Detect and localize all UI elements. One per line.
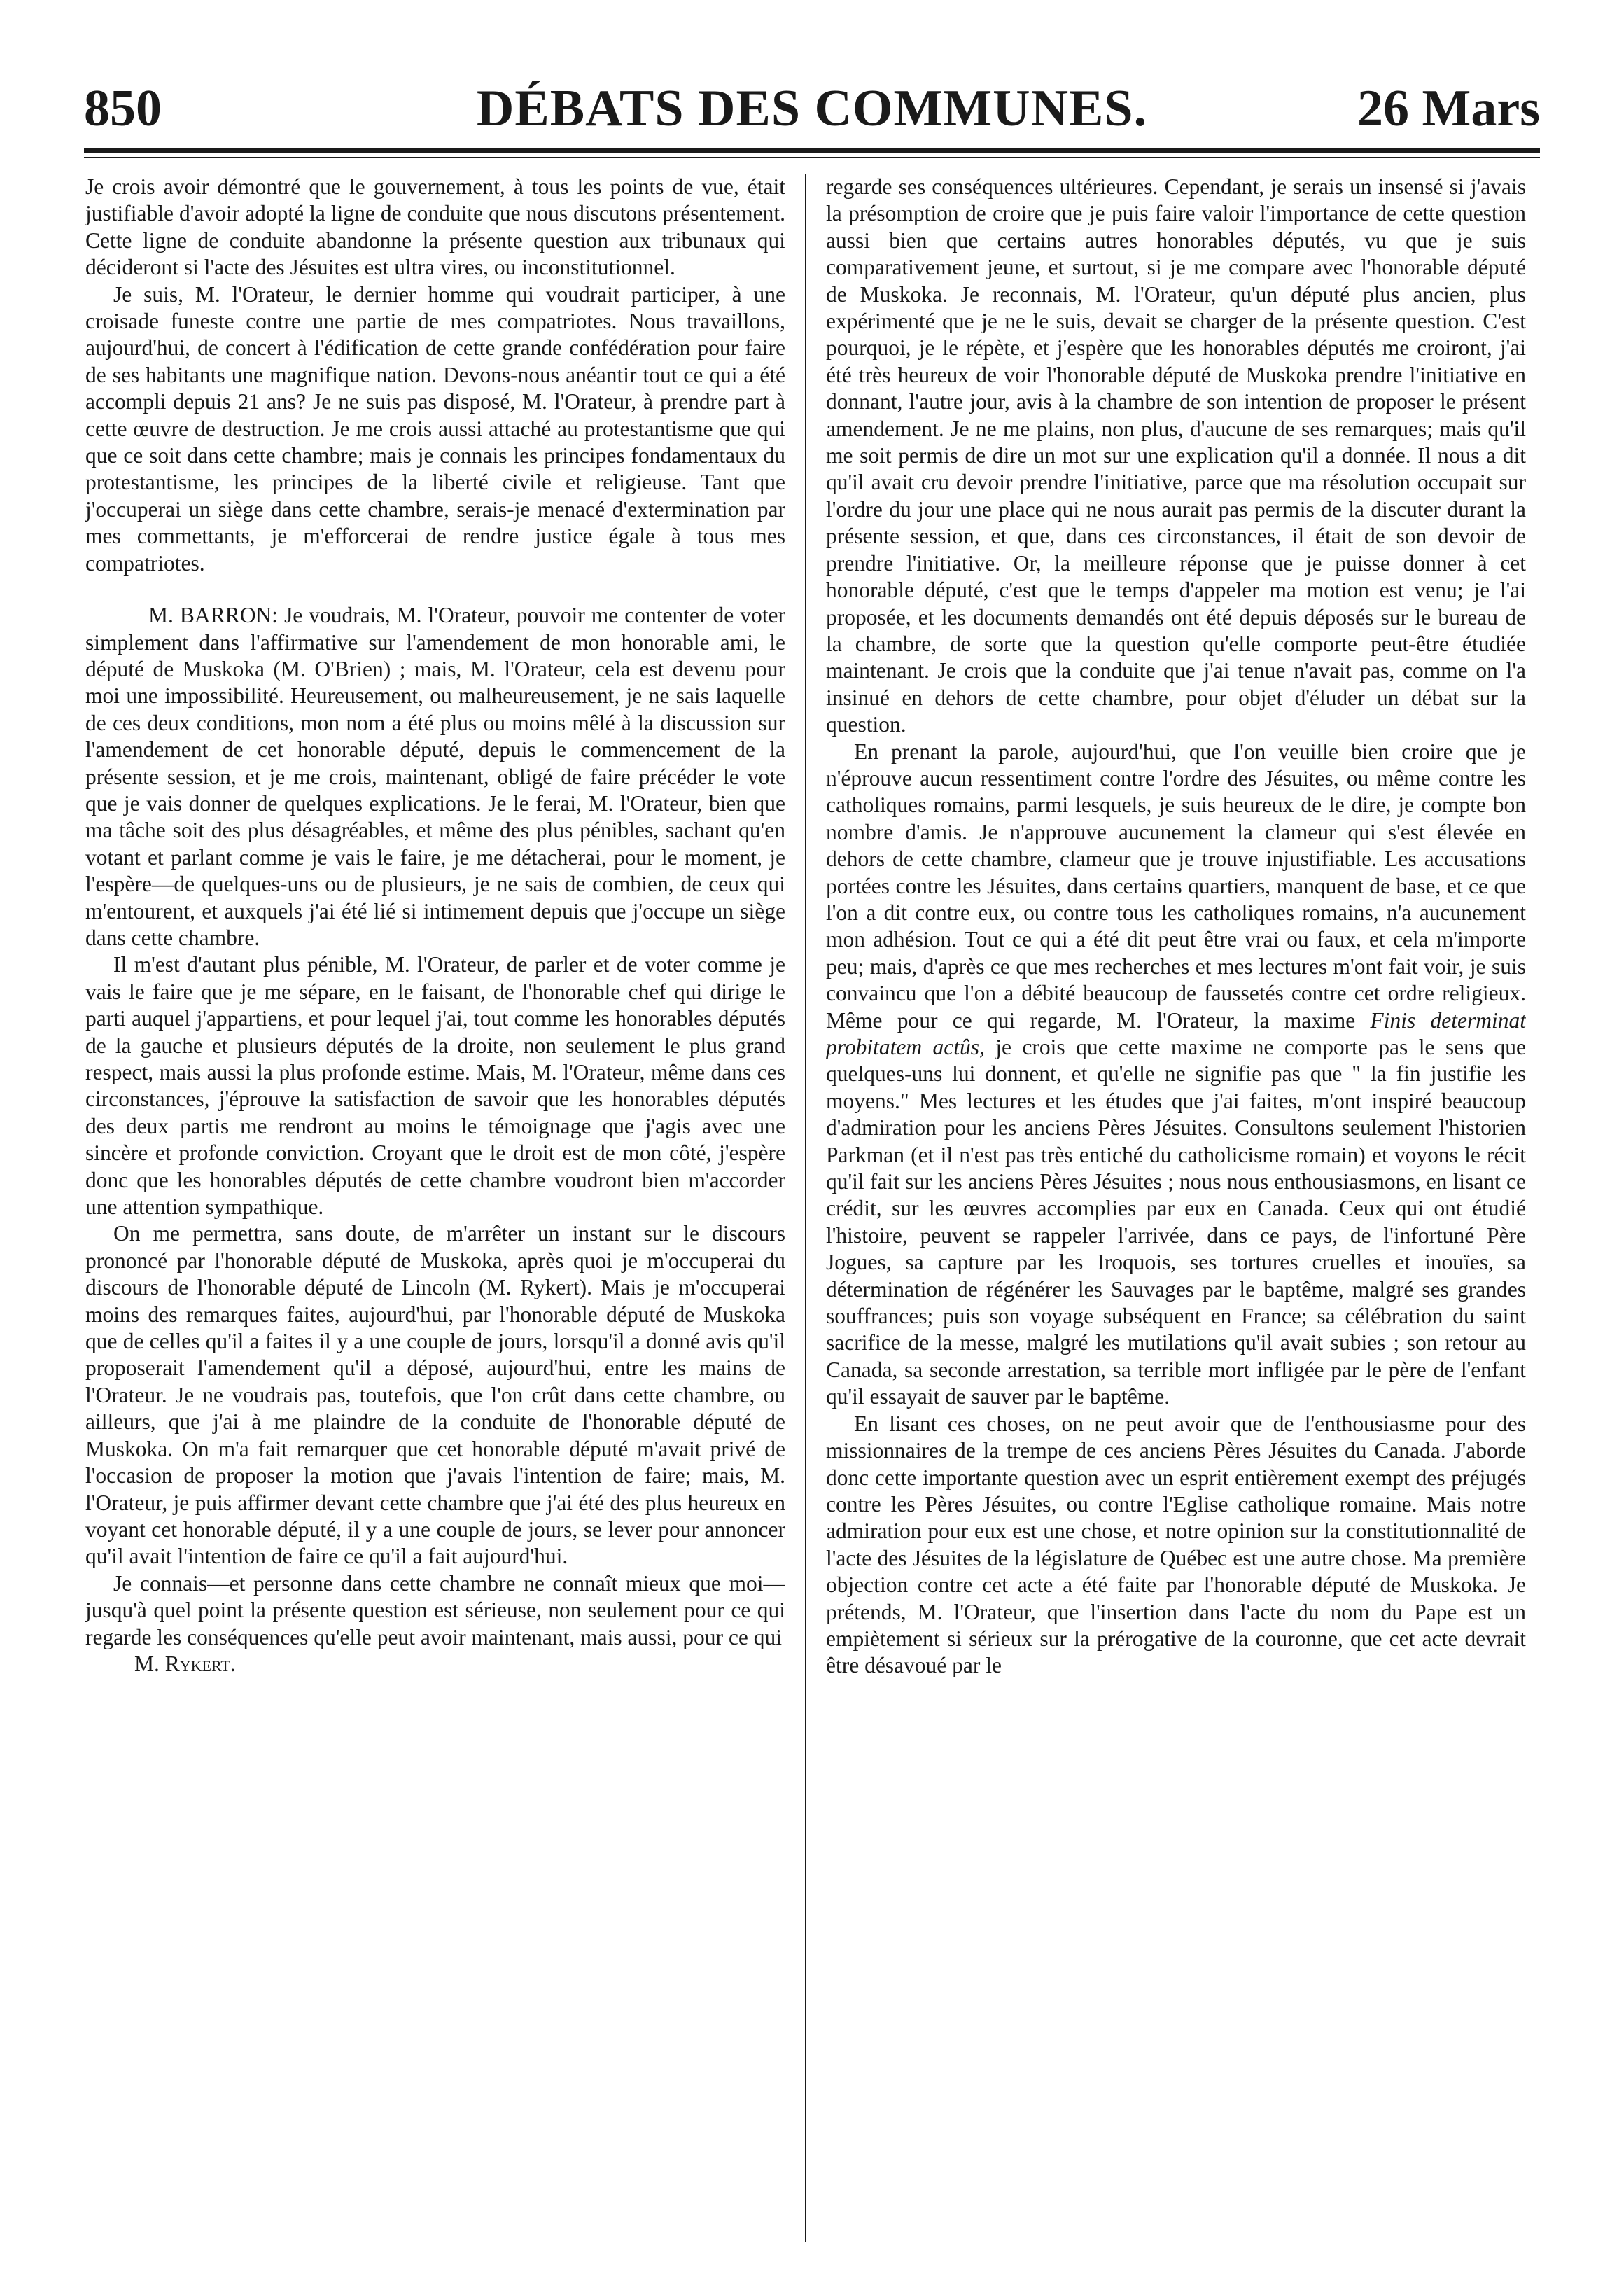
latin-maxim: Finis determinat probitatem actûs, (826, 1007, 1526, 1059)
speech-paragraph (85, 602, 785, 951)
header-rule-thick (84, 148, 1540, 153)
paragraph: Il m'est d'autant plus pénible, M. l'Orateur, de parler et de voter comme je vais le faire que je me sépare, en le faisant, de l'honorable chef qui dirige le parti auquel j'appartiens, et pour lequel j'ai, tout comme les honorables députés de la gauche et plusieurs députés de la droite, non seulement le plus grand respect, mais aussi la plus profonde estime. Mais, M. l'Orateur, même dans ces circonstances, j'éprouve la satisfaction de savoir que les honorables députés des deux partis me rendront au moins le témoignage que j'agis avec une sincère et profonde conviction. Croyant que le droit est de mon côté, j'espère donc que les honorables députés de cette chambre voudront bien m'accorder une attention sympathique. (85, 952, 785, 1220)
speech-text: Je voudrais, M. l'Orateur, pouvoir me contenter de voter simplement dans l'affirmative sur l'amendement de mon honorable ami, le député de Muskoka (M. O'Brien) ; mais, M. l'Orateur, cela est devenu pour moi une impossibilité. Heureusement, ou malheureusement, je ne sais laquelle de ces deux conditions, mon nom a été plus ou moins mêlé à la discussion sur l'amendement de cet honorable député, depuis le commencement de la présente session, et je me crois, maintenant, obligé de faire précéder le vote que je vais donner de quelques explications. Je le ferai, M. l'Orateur, bien que ma tâche soit des plus désagréables, et même des plus pénibles, sachant qu'en votant et parlant comme je vais le faire, je me détacherai, pour le moment, je l'espère—de quelques-uns ou de plusieurs, je ne sais de combien, de ceux qui m'entourent, et auxquels j'ai été lié si intimement depuis que j'occupe un siège dans cette chambre. (85, 603, 785, 950)
header-date: 26 Mars (1357, 80, 1540, 137)
page-number: 850 (84, 80, 162, 137)
paragraph-text: En prenant la parole, aujourd'hui, que l'on veuille bien croire que je n'éprouve aucun ressentiment contre l'ordre des Jésuites, ou même contre les catholiques romains, parmi lesquels, je suis heureux de le dire, je compte bon nombre d'amis. Je n'approuve aucunement la clameur qui s'est élevée en dehors de cette chambre, clameur que je trouve injustifiable. Les accusations portées contre les Jésuites, dans certains quartiers, manquent de base, et ce que l'on a dit contre eux, ou contre tous les catholiques romains, n'a aucunement mon adhésion. Tout ce qui a été dit peut être vrai ou faux, et cela m'importe peu; mais, d'après ce que mes recherches et mes lectures m'ont fait voir, je suis convaincu que l'on a débité beaucoup de faussetés contre cet ordre religieux. Même pour ce qui regarde, M. l'Orateur, la maxime (826, 739, 1526, 1033)
column-divider (805, 174, 806, 2242)
paragraph: En lisant ces choses, on ne peut avoir que de l'enthousiasme pour des missionnaires de la trempe de ces anciens Pères Jésuites du Canada. J'aborde donc cette importante question avec un esprit entièrement exempt des préjugés contre les Pères Jésuites, ou contre l'Eglise catholique romaine. Mais notre admiration pour eux est une chose, et notre opinion sur la constitutionnalité de l'acte des Jésuites de la législature de Québec est une autre chose. Ma première objection contre cet acte a été faite par l'honorable député de Muskoka. Je prétends, M. l'Orateur, que l'insertion dans l'acte du nom du Pape est un empiètement si sérieux sur la prérogative de la couronne, que cet acte devrait être désavoué par le (826, 1411, 1526, 1678)
speaker-name: M. BARRON: (148, 603, 278, 628)
running-title: DÉBATS DES COMMUNES. (476, 80, 1148, 137)
paragraph: Je crois avoir démontré que le gouvernement, à tous les points de vue, était justifiable d'avoir adopté la ligne de conduite que nous discutons présentement. Cette ligne de conduite abandonne la présente question aux tribunaux qui décideront si l'acte des Jésuites est ultra vires, ou inconstitutionnel. (85, 174, 785, 280)
paragraph (826, 739, 1526, 1411)
column-footer (85, 1651, 785, 1677)
paragraph-text-cont: je crois que cette maxime ne comporte pas le sens que quelques-uns lui donnent, et qu'elle ne signifie pas que " la fin justifie les moyens." Mes lectures et les études que j'ai faites, m'ont inspiré beaucoup d'admiration pour les anciens Pères Jésuites. Consultons seulement l'historien Parkman (et il n'est pas très entiché du catholicisme romain) et voyons le récit qu'il fait sur les anciens Pères Jésuites ; nous nous enthousiasmons, en lisant ce crédit, sur les œuvres accomplies par eux en Canada. Ceux qui ont étudié l'histoire, peuvent se rappeler l'arrivée, dans ce pays, de l'infortuné Père Jogues, sa capture par les Iroquois, ses tortures cruelles et inouïes, sa détermination de régénérer les Sauvages par le baptême, malgré ses grandes souffrances; puis son voyage subséquent en France; sa célébration du saint sacrifice de la messe, malgré les mutilations qu'il avait subies ; son retour au Canada, sa seconde arrestation, sa terrible mort infligée par le père de l'enfant qu'il essayait de sauver par le baptême. (826, 1035, 1526, 1409)
header-rule-thin (84, 157, 1540, 158)
paragraph: Je connais—et personne dans cette chambre ne connaît mieux que moi—jusqu'à quel point la présente question est sérieuse, non seulement pour ce qui regarde les conséquences qu'elle peut avoir maintenant, mais aussi, pour ce qui (85, 1570, 785, 1649)
paragraph: Je suis, M. l'Orateur, le dernier homme qui voudrait participer, à une croisade funeste contre une partie de mes compatriotes. Nous travaillons, aujourd'hui, de concert à l'édification de cette grande confédération pour faire de ses habitants une magnifique nation. Devons-nous anéantir tout ce qui a été accompli depuis 21 ans? Je ne suis pas disposé, M. l'Orateur, à prendre part à cette œuvre de destruction. Je me crois aussi attaché au protestantisme que qui que ce soit dans cette chambre; mais je connais les principes fondamentaux du protestantisme, les principes de la liberté civile et religieuse. Tant que j'occuperai un siège dans cette chambre, serais-je menacé d'extermination par mes commettants, je m'efforcerai de rendre justice égale à tous mes compatriotes. (85, 281, 785, 576)
page-header (84, 70, 1540, 147)
paragraph: On me permettra, sans doute, de m'arrêter un instant sur le discours prononcé par l'honorable député de Muskoka, après quoi je m'occuperai du discours de l'honorable député de Lincoln (M. Rykert). Mais je m'occuperai moins des remarques faites, aujourd'hui, par l'honorable député de Muskoka que de celles qu'il a faites il y a une couple de jours, lorsqu'il a donné avis qu'il proposerait l'amendement qu'il a déposé, aujourd'hui, entre les mains de l'Orateur. Je ne voudrais pas, toutefois, que l'on crût dans cette chambre, ou ailleurs, que j'ai à me plaindre de la conduite de l'honorable député de Muskoka. On m'a fait remarquer que cet honorable député m'avait privé de l'occasion de proposer la motion que j'avais l'intention de faire; mais, M. l'Orateur, je puis affirmer devant cette chambre que j'ai été des plus heureux en voyant cet honorable député, il y a une couple de jours, se lever pour annoncer qu'il avait l'intention de faire ce qu'il a fait aujourd'hui. (85, 1221, 785, 1569)
footer-speaker: M. Rykert. (134, 1651, 236, 1676)
paragraph: regarde ses conséquences ultérieures. Cependant, je serais un insensé si j'avais la présomption de croire que je puis faire valoir l'importance de cette question aussi bien que certains autres honorables députés, vu que je suis comparativement jeune, et surtout, si je me compare avec l'honorable député de Muskoka. Je reconnais, M. l'Orateur, qu'un député plus ancien, plus expérimenté que je ne le suis, devait se charger de la présente question. C'est pourquoi, je le répète, et j'espère que les honorables députés me croiront, j'ai été très heureux de voir l'honorable député de Muskoka prendre l'initiative en donnant, l'autre jour, avis à la chambre de son intention de proposer le présent amendement. Je ne me plains, non plus, d'aucune de ses remarques; mais qu'il me soit permis de dire un mot sur une explication qu'il a donnée. Il nous a dit qu'il avait cru devoir prendre l'initiative, parce que ma résolution occupait sur l'ordre du jour une place qui ne nous aurait pas permis de la discuter durant la présente session, et que, dans ces circonstances, il était de son devoir de prendre l'initiative. Or, la meilleure réponse que je puisse donner à cet honorable député, c'est que le temps d'appeler ma motion est venu; je l'ai proposée, et les documents demandés ont été depuis déposés sur le bureau de la chambre, de sorte que la question qu'elle comporte peut-être étudiée maintenant. Je crois que la conduite que j'ai tenue n'avait pas, comme on l'a insinué en dehors de cette chambre, pour objet d'éluder un débat sur la question. (826, 174, 1526, 737)
right-column (826, 174, 1526, 2242)
left-column (85, 174, 785, 2242)
